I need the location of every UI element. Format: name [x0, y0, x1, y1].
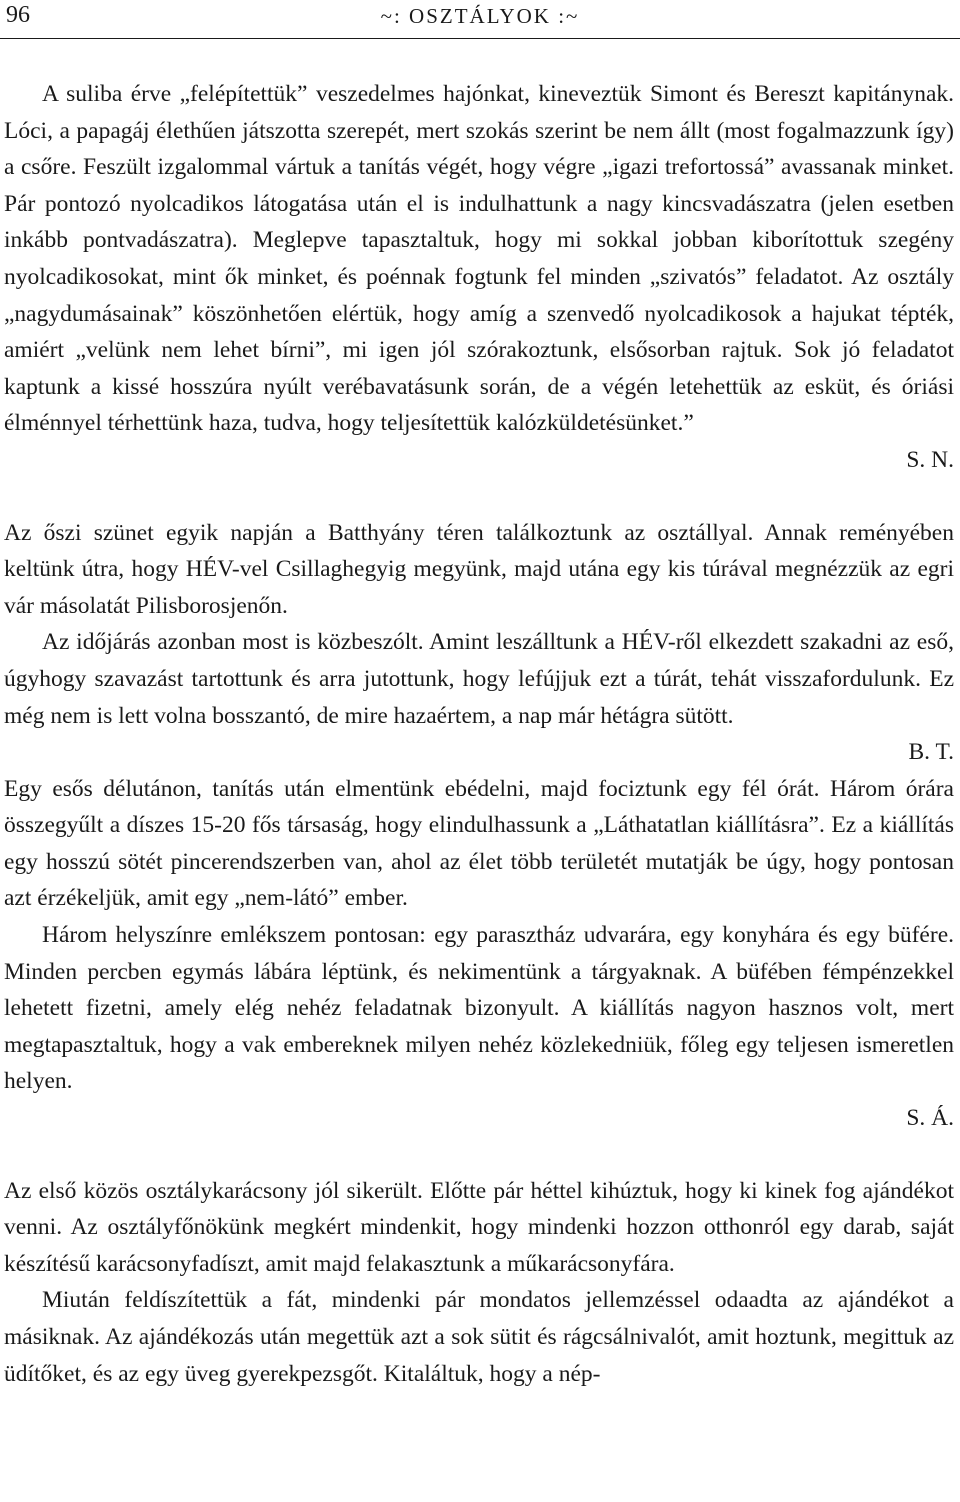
author-signature: S. N.: [906, 446, 954, 473]
paragraph: Miután feldíszítettük a fát, mindenki pár mondatos jellemzéssel odaadta az ajándékot a másiknak. Az ajándékozás után megettük azt a sok sütit és rágcsálnivalót, amit hoztunk, megittuk az üdítőket, és az egy üveg gyerekpezsgőt. Kitaláltuk, hogy a nép-: [4, 1287, 954, 1387]
running-title: ~: OSZTÁLYOK :~: [380, 4, 580, 28]
page-header: [0, 0, 960, 40]
author-signature: S. Á.: [906, 1105, 954, 1132]
page-body: [4, 76, 954, 1392]
section-gap: [4, 479, 954, 515]
author-signature: B. T.: [908, 739, 954, 766]
section-lathatatlan-kiallitas: [4, 771, 954, 1137]
section-gap: [4, 1137, 954, 1173]
paragraph: Az őszi szünet egyik napján a Batthyány téren találkoztunk az osztállyal. Annak reményében keltünk útra, hogy HÉV-vel Csillaghegyig megyünk, majd utána egy kis túrával megnézzük az egri vár másolatát Pilisborosjenőn.: [4, 519, 954, 619]
paragraph: A suliba érve „felépítettük” veszedelmes hajónkat, kineveztük Simont és Bereszt kapitánynak. Lóci, a papagáj élethűen játszotta szerepét, mert szokás szerint be nem állt (most fogalmazzunk így) a csőre. Feszült izgalommal vártuk a tanítás végét, hogy végre „igazi trefortossá” avassanak minket. Pár pontozó nyolcadikos látogatása után el is indulhattunk a nagy kincsvadászatra (jelen esetben inkább pontvadászatra). Meglepve tapasztaltuk, hogy mi sokkal jobban kiborítottuk szegény nyolcadikosokat, mint ők minket, és poénnak fogtunk fel minden „szivatós” feladatot. Az osztály „nagydumásainak” köszönhetően elértük, hogy amíg a szenvedő nyolcadikosok a hajukat tépték, amiért „velünk nem lehet bírni”, mi igen jól szórakoztunk, elsősorban rajtuk. Sok jó feladatot kaptunk a kissé hosszúra nyúlt verébavatásunk során, de a végén letehettük az esküt, és óriási élménnyel térhettünk haza, tudva, hogy teljesítettük kalózküldetésünket.”: [4, 81, 954, 437]
paragraph: Az időjárás azonban most is közbeszólt. Amint leszálltunk a HÉV-ről elkezdett szakadni az eső, úgyhogy szavazást tartottunk és arra jutottunk, hogy lefújjuk ezt a túrát, tehát visszafordulunk. Ez még nem is lett volna bosszantó, de mire hazaértem, a nap már hétágra sütött.: [4, 629, 954, 729]
section-osztalykaracsony: [4, 1173, 954, 1393]
page-number: 96: [6, 2, 30, 28]
paragraph: Egy esős délutánon, tanítás után elmentünk ebédelni, majd fociztunk egy fél órát. Három órára összegyűlt a díszes 15-20 fős társaság, hogy elindulhassunk a „Láthatatlan kiállításra”. Ez a kiállítás egy hosszú sötét pincerendszerben van, ahol az élet több területét mutatják be úgy, hogy pontosan azt érzékeljük, amit egy „nem-látó” ember.: [4, 775, 954, 912]
paragraph: Az első közös osztálykarácsony jól sikerült. Előtte pár héttel kihúztuk, hogy ki kinek fog ajándékot venni. Az osztályfőnökünk megkért mindenkit, hogy mindenki hozzon otthonról egy darab, saját készítésű karácsonyfadíszt, amit majd felakasztunk a műkarácsonyfára.: [4, 1177, 954, 1277]
header-rule: [0, 38, 960, 39]
section-verebavato: [4, 76, 954, 479]
paragraph: Három helyszínre emlékszem pontosan: egy parasztház udvarára, egy konyhára és egy büfére. Minden percben egymás lábára léptünk, és nekimentünk a tárgyaknak. A büfében fémpénzekkel lehetett fizetni, amely elég nehéz feladatnak bizonyult. A kiállítás nagyon hasznos volt, mert megtapasztaltuk, hogy a vak embereknek milyen nehéz közlekedniük, főleg egy teljesen ismeretlen helyen.: [4, 922, 954, 1095]
section-oszi-szunet: [4, 515, 954, 771]
